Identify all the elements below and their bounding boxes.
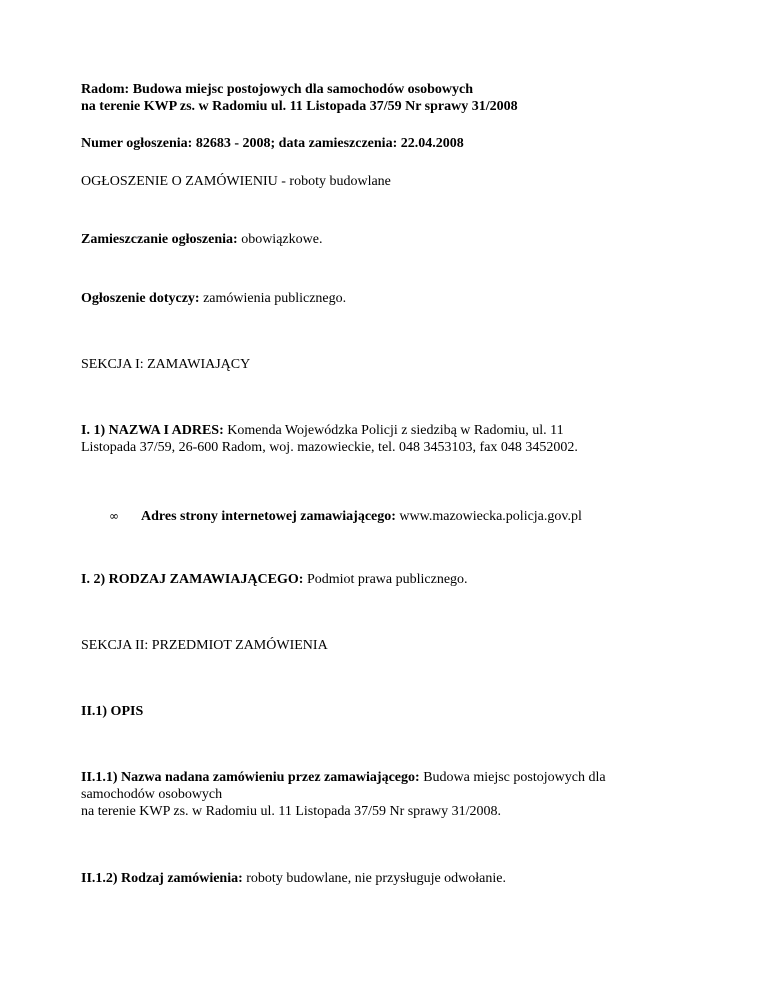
- description-heading: [81, 703, 681, 720]
- name-address-label: I. 1) NAZWA I ADRES:: [81, 423, 224, 438]
- contracting-type-field: [81, 571, 681, 588]
- order-name-field: [81, 769, 681, 820]
- order-name-value-line-3: na terenie KWP zs. w Radomiu ul. 11 Listopada 37/59 Nr sprawy 31/2008.: [81, 804, 502, 819]
- announcement-meta-text: Numer ogłoszenia: 82683 - 2008; data zamieszczenia: 22.04.2008: [81, 136, 464, 151]
- section-2-heading: [81, 637, 681, 654]
- document-title: [81, 81, 681, 115]
- publication-label: Zamieszczanie ogłoszenia:: [81, 232, 238, 247]
- announcement-meta: [81, 135, 681, 152]
- announcement-type: [81, 173, 681, 190]
- section-1-heading-text: SEKCJA I: ZAMAWIAJĄCY: [81, 357, 251, 372]
- section-1-heading: [81, 356, 681, 373]
- website-label: Adres strony internetowej zamawiającego:: [141, 509, 396, 524]
- order-name-value-line-2: samochodów osobowych: [81, 787, 223, 802]
- order-name-label: II.1.1) Nazwa nadana zamówieniu przez zamawiającego:: [81, 770, 420, 785]
- name-address-field: [81, 422, 681, 456]
- concerns-value: zamówienia publicznego.: [199, 291, 347, 306]
- contracting-type-value: Podmiot prawa publicznego.: [303, 572, 468, 587]
- publication-value: obowiązkowe.: [237, 232, 323, 247]
- concerns-field: [81, 290, 681, 307]
- description-heading-text: II.1) OPIS: [81, 704, 144, 719]
- title-line-1: Radom: Budowa miejsc postojowych dla samochodów osobowych: [81, 82, 474, 97]
- publication-field: [81, 231, 681, 248]
- contracting-type-label: I. 2) RODZAJ ZAMAWIAJĄCEGO:: [81, 572, 304, 587]
- name-address-value-line-1: Komenda Wojewódzka Policji z siedzibą w Radomiu, ul. 11: [223, 423, 564, 438]
- name-address-value-line-2: Listopada 37/59, 26-600 Radom, woj. mazowieckie, tel. 048 3453103, fax 048 3452002.: [81, 440, 578, 455]
- website-value: www.mazowiecka.policja.gov.pl: [395, 509, 582, 524]
- order-name-value-line-1: Budowa miejsc postojowych dla: [419, 770, 606, 785]
- title-line-2: na terenie KWP zs. w Radomiu ul. 11 Listopada 37/59 Nr sprawy 31/2008: [81, 99, 518, 114]
- concerns-label: Ogłoszenie dotyczy:: [81, 291, 200, 306]
- order-kind-label: II.1.2) Rodzaj zamówienia:: [81, 871, 243, 886]
- section-2-heading-text: SEKCJA II: PRZEDMIOT ZAMÓWIENIA: [81, 638, 328, 653]
- announcement-type-text: OGŁOSZENIE O ZAMÓWIENIU - roboty budowlane: [81, 174, 391, 189]
- order-kind-value: roboty budowlane, nie przysługuje odwołanie.: [242, 871, 506, 886]
- order-kind-field: [81, 870, 681, 887]
- infinity-bullet-icon: ∞: [109, 509, 119, 523]
